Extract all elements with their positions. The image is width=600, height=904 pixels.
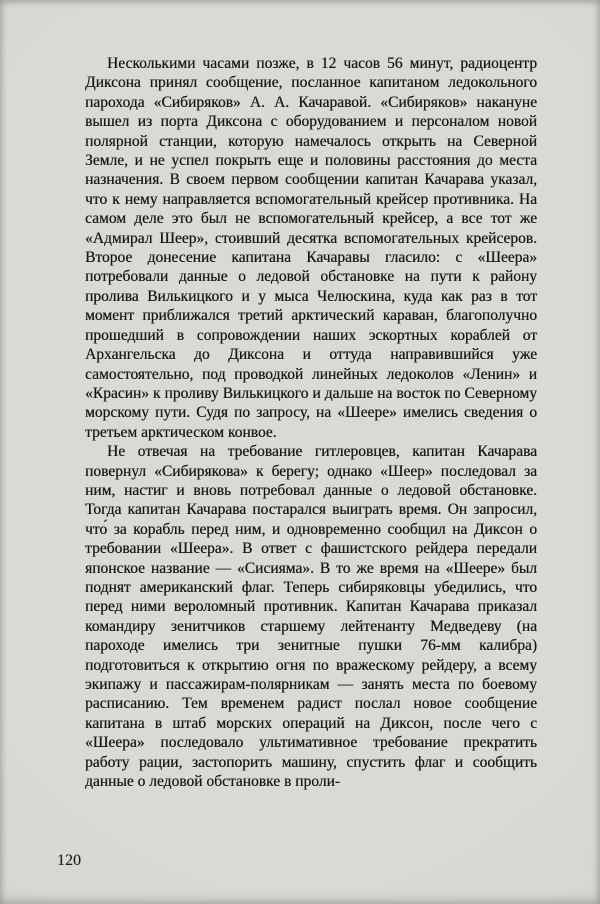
page-text [85,54,537,791]
paragraph-1: Несколькими часами позже, в 12 часов 56 минут, радиоцентр Диксона принял сообщение, посланное капитаном ледокольного парохода «Сибиряков» А. А. Качаравой. «Сибиряков» накануне вышел из порта Диксона с оборудованием и персоналом новой полярной станции, которую намечалось открыть на Северной Земле, и не успел покрыть еще и половины расстояния до места назначения. В своем первом сообщении капитан Качарава указал, что к нему направляется вспомогательный крейсер противника. На самом деле это был не вспомогательный крейсер, а все тот же «Адмирал Шеер», стоивший десятка вспомогательных крейсеров. Второе донесение капитана Качаравы гласило: с «Шеера» потребовали данные о ледовой обстановке на пути к району пролива Вилькицкого и у мыса Челюскина, куда как раз в тот момент приближался третий арктический караван, благополучно прошедший в сопровождении наших эскортных кораблей от Архангельска до Диксона и оттуда направившийся уже самостоятельно, под проводкой линейных ледоколов «Ленин» и «Красин» к проливу Вилькицкого и дальше на восток по Северному морскому пути. Судя по запросу, на «Шеере» имелись сведения о третьем арктическом конвое. [85,55,537,441]
page-number: 120 [57,852,81,869]
paragraph-2: Не отвечая на требование гитлеровцев, капитан Качарава повернул «Сибирякова» к берегу; однако «Шеер» последовал за ним, настиг и вновь потребовал данные о ледовой обстановке. Тогда капитан Качарава постарался выиграть время. Он запросил, что́ за корабль перед ним, и одновременно сообщил на Диксон о требовании «Шеера». В ответ с фашистского рейдера передали японское название — «Сисияма». В то же время на «Шеере» был поднят американский флаг. Теперь сибиряковцы убедились, что перед ними вероломный противник. Капитан Качарава приказал командиру зенитчиков старшему лейтенанту Медведеву (на пароходе имелись три зенитные пушки 76-мм калибра) подготовиться к открытию огня по вражескому рейдеру, а всему экипажу и пассажирам-полярникам — занять места по боевому расписанию. Тем временем радист послал новое сообщение капитана в штаб морских операций на Диксон, после чего с «Шеера» последовало ультимативное требование прекратить работу рации, застопорить машину, спустить флаг и сообщить данные о ледовой обстановке в проли- [85,443,537,791]
